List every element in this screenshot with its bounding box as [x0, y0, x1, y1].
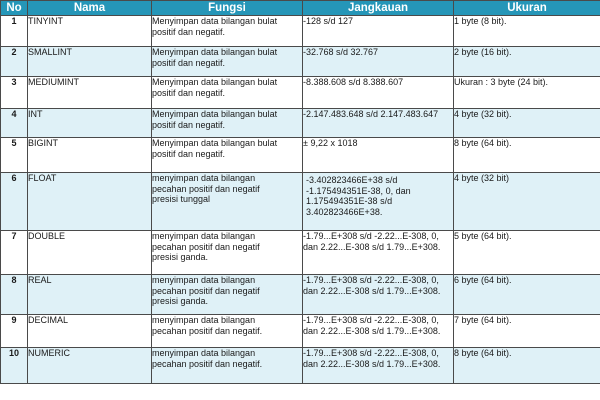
fungsi-line: Menyimpan data bilangan bulat — [152, 16, 278, 26]
cell-fungsi — [152, 315, 303, 348]
cell-no: 1 — [1, 16, 28, 47]
cell-ukuran: Ukuran : 3 byte (24 bit). — [454, 77, 600, 109]
cell-no: 6 — [1, 173, 28, 231]
jangkauan-line: -3.402823466E+38 s/d — [306, 175, 398, 185]
cell-jangkauan — [303, 138, 454, 173]
cell-no: 3 — [1, 77, 28, 109]
cell-jangkauan — [303, 16, 454, 47]
fungsi-line: Menyimpan data bilangan bulat — [152, 109, 278, 119]
table-row — [1, 315, 600, 348]
jangkauan-line: dan 2.22...E-308 s/d 1.79...E+308. — [303, 358, 441, 369]
cell-fungsi — [152, 231, 303, 275]
cell-jangkauan — [303, 315, 454, 348]
jangkauan-line: -8.388.608 s/d 8.388.607 — [303, 77, 404, 87]
cell-nama: FLOAT — [28, 173, 152, 231]
header-ukuran: Ukuran — [454, 1, 600, 16]
cell-nama: MEDIUMINT — [28, 77, 152, 109]
table-row — [1, 173, 600, 231]
table-row — [1, 109, 600, 138]
header-no: No — [1, 1, 28, 16]
fungsi-line: menyimpan data bilangan — [152, 275, 256, 285]
fungsi-line: menyimpan data bilangan — [152, 173, 256, 183]
cell-nama: INT — [28, 109, 152, 138]
cell-nama: REAL — [28, 275, 152, 315]
cell-fungsi — [152, 109, 303, 138]
cell-no: 9 — [1, 315, 28, 348]
cell-ukuran: 2 byte (16 bit). — [454, 47, 600, 77]
fungsi-line: pecahan positif dan negatif. — [152, 325, 263, 336]
fungsi-line: pecahan positif dan negatif. — [152, 358, 263, 369]
cell-fungsi — [152, 275, 303, 315]
cell-ukuran: 1 byte (8 bit). — [454, 16, 600, 47]
jangkauan-line: 1.175494351E-38 s/d — [306, 196, 393, 206]
jangkauan-line: -1.175494351E-38, 0, dan — [306, 185, 411, 196]
cell-jangkauan — [303, 173, 454, 231]
fungsi-line: menyimpan data bilangan — [152, 231, 256, 241]
cell-ukuran: 7 byte (64 bit). — [454, 315, 600, 348]
cell-ukuran: 4 byte (32 bit) — [454, 173, 600, 231]
jangkauan-line: -1.79...E+308 s/d -2.22...E-308, 0, — [303, 315, 439, 325]
fungsi-line: presisi ganda. — [152, 296, 209, 306]
cell-ukuran: 5 byte (64 bit). — [454, 231, 600, 275]
fungsi-line: presisi ganda. — [152, 252, 209, 262]
table-row — [1, 16, 600, 47]
fungsi-line: Menyimpan data bilangan bulat — [152, 47, 278, 57]
cell-no: 8 — [1, 275, 28, 315]
table-row — [1, 77, 600, 109]
fungsi-line: positif dan negatif. — [152, 148, 226, 159]
jangkauan-line: 3.402823466E+38. — [306, 206, 383, 217]
table-row — [1, 47, 600, 77]
cell-nama: BIGINT — [28, 138, 152, 173]
fungsi-line: Menyimpan data bilangan bulat — [152, 77, 278, 87]
fungsi-line: pecahan positif dan negatif — [152, 183, 260, 194]
header-nama: Nama — [28, 1, 152, 16]
jangkauan-line: -32.768 s/d 32.767 — [303, 47, 379, 57]
cell-no: 2 — [1, 47, 28, 77]
jangkauan-line: -1.79...E+308 s/d -2.22...E-308, 0, — [303, 275, 439, 285]
jangkauan-line: -1.79...E+308 s/d -2.22...E-308, 0, — [303, 348, 439, 358]
jangkauan-line: dan 2.22...E-308 s/d 1.79...E+308. — [303, 241, 441, 252]
cell-fungsi — [152, 173, 303, 231]
cell-nama: SMALLINT — [28, 47, 152, 77]
cell-ukuran: 8 byte (64 bit). — [454, 348, 600, 384]
table-row — [1, 275, 600, 315]
fungsi-line: Menyimpan data bilangan bulat — [152, 138, 278, 148]
fungsi-line: pecahan positif dan negatif — [152, 285, 260, 296]
fungsi-line: positif dan negatif. — [152, 57, 226, 68]
jangkauan-line: -1.79...E+308 s/d -2.22...E-308, 0, — [303, 231, 439, 241]
cell-fungsi — [152, 47, 303, 77]
cell-ukuran: 8 byte (64 bit). — [454, 138, 600, 173]
table-row — [1, 231, 600, 275]
cell-no: 7 — [1, 231, 28, 275]
fungsi-line: menyimpan data bilangan — [152, 315, 256, 325]
table-row — [1, 138, 600, 173]
table-body — [1, 16, 600, 384]
header-jangkauan: Jangkauan — [303, 1, 454, 16]
fungsi-line: menyimpan data bilangan — [152, 348, 256, 358]
cell-nama: TINYINT — [28, 16, 152, 47]
fungsi-line: pecahan positif dan negatif — [152, 241, 260, 252]
cell-nama: DOUBLE — [28, 231, 152, 275]
jangkauan-line: dan 2.22...E-308 s/d 1.79...E+308. — [303, 325, 441, 336]
jangkauan-line: dan 2.22...E-308 s/d 1.79...E+308. — [303, 285, 441, 296]
table-header-row — [1, 1, 600, 16]
cell-ukuran: 6 byte (64 bit). — [454, 275, 600, 315]
fungsi-line: positif dan negatif. — [152, 119, 226, 130]
cell-jangkauan — [303, 77, 454, 109]
cell-fungsi — [152, 138, 303, 173]
cell-fungsi — [152, 16, 303, 47]
jangkauan-line: ± 9,22 x 1018 — [303, 138, 358, 148]
fungsi-line: presisi tunggal — [152, 194, 211, 204]
cell-jangkauan — [303, 275, 454, 315]
cell-fungsi — [152, 348, 303, 384]
cell-nama: NUMERIC — [28, 348, 152, 384]
cell-ukuran: 4 byte (32 bit). — [454, 109, 600, 138]
cell-no: 5 — [1, 138, 28, 173]
cell-fungsi — [152, 77, 303, 109]
cell-jangkauan — [303, 231, 454, 275]
cell-jangkauan — [303, 47, 454, 77]
jangkauan-line: -2.147.483.648 s/d 2.147.483.647 — [303, 109, 439, 119]
cell-no: 4 — [1, 109, 28, 138]
fungsi-line: positif dan negatif. — [152, 87, 226, 98]
cell-jangkauan — [303, 348, 454, 384]
cell-no: 10 — [1, 348, 28, 384]
cell-nama: DECIMAL — [28, 315, 152, 348]
table-row — [1, 348, 600, 384]
header-fungsi: Fungsi — [152, 1, 303, 16]
jangkauan-line: -128 s/d 127 — [303, 16, 354, 26]
cell-jangkauan — [303, 109, 454, 138]
fungsi-line: positif dan negatif. — [152, 26, 226, 37]
